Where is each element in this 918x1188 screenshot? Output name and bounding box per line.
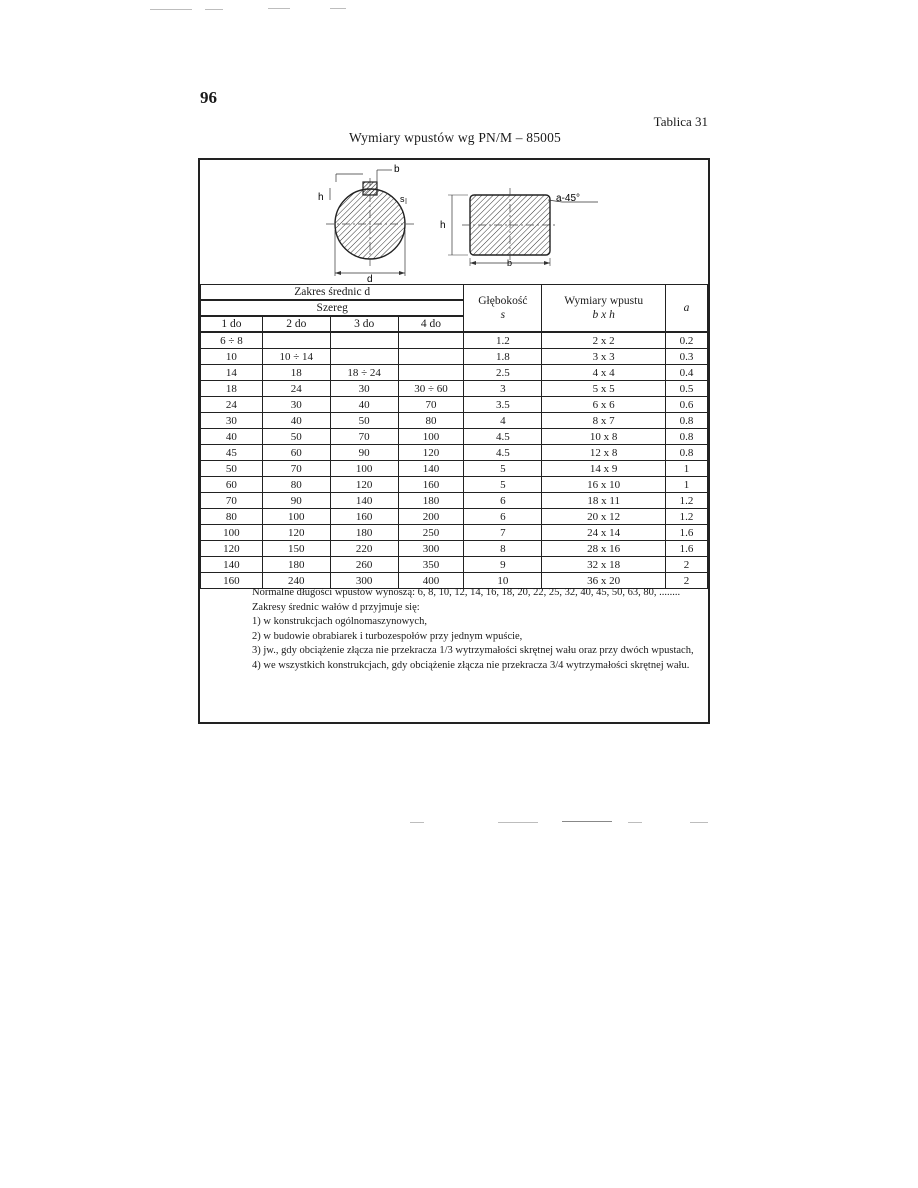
shaft-section [326, 170, 414, 276]
scan-artifact [562, 821, 612, 822]
table-cell: 30 ÷ 60 [398, 381, 464, 397]
table-cell: 120 [330, 477, 398, 493]
table-row [201, 397, 708, 413]
table-cell: 4.5 [464, 445, 542, 461]
table-cell [330, 349, 398, 365]
table-cell: 120 [262, 525, 330, 541]
table-cell [398, 332, 464, 349]
table-cell: 250 [398, 525, 464, 541]
table-cell: 0.8 [666, 413, 708, 429]
header-col-3: 3 do [330, 316, 398, 332]
table-cell: 6 x 6 [542, 397, 666, 413]
table-cell: 5 [464, 477, 542, 493]
note-lengths: Normalne długości wpustów wynoszą: 6, 8, 10, 12, 14, 16, 18, 20, 22, 25, 32, 40, 45, 50, 63, 80, ........ [252, 587, 681, 598]
table-cell: 80 [398, 413, 464, 429]
table-cell [262, 332, 330, 349]
shaft-label-h: h [318, 192, 324, 203]
table-cell: 28 x 16 [542, 541, 666, 557]
table-row [201, 332, 708, 349]
key-label-h: h [440, 220, 446, 231]
shaft-label-d: d [367, 274, 373, 285]
table-cell: 60 [201, 477, 263, 493]
table-cell: 100 [398, 429, 464, 445]
note-list [252, 615, 702, 673]
scan-artifact [498, 822, 538, 823]
table-cell: 40 [330, 397, 398, 413]
header-a [666, 285, 708, 333]
table-cell: 2 [666, 557, 708, 573]
table-title: Wymiary wpustów wg PN/M – 85005 [348, 130, 561, 145]
scan-artifact [150, 9, 192, 10]
shaft-label-s: s [400, 194, 405, 204]
scan-artifact [628, 822, 642, 823]
table-cell: 4 x 4 [542, 365, 666, 381]
scan-artifact [690, 822, 708, 823]
table-cell: 70 [330, 429, 398, 445]
table-cell: 300 [398, 541, 464, 557]
table-cell: 4.5 [464, 429, 542, 445]
table-cell: 18 [262, 365, 330, 381]
table-row [201, 381, 708, 397]
table-cell: 3.5 [464, 397, 542, 413]
header-key-dims-symbol: b x h [592, 309, 615, 321]
table-cell: 50 [330, 413, 398, 429]
keyway-figure [200, 160, 708, 286]
header-a-symbol: a [683, 302, 690, 314]
table-cell: 220 [330, 541, 398, 557]
table-row [201, 493, 708, 509]
table-cell: 14 x 9 [542, 461, 666, 477]
header-depth [464, 285, 542, 333]
table-cell: 140 [398, 461, 464, 477]
table-cell: 180 [330, 525, 398, 541]
table-cell: 60 [262, 445, 330, 461]
table-cell: 0.4 [666, 365, 708, 381]
table-cell: 100 [262, 509, 330, 525]
table-cell: 45 [201, 445, 263, 461]
notes [252, 586, 702, 674]
table-cell: 30 [262, 397, 330, 413]
table-cell: 20 x 12 [542, 509, 666, 525]
table-cell: 24 [201, 397, 263, 413]
table-cell: 160 [201, 573, 263, 589]
table-row [201, 509, 708, 525]
table-cell: 0.8 [666, 429, 708, 445]
table-cell: 50 [262, 429, 330, 445]
note-item: 1) w konstrukcjach ogólnomaszynowych, [252, 616, 427, 628]
header-key-dims [542, 285, 666, 333]
table-cell: 2 [666, 573, 708, 589]
table-cell: 140 [201, 557, 263, 573]
note-intro: Zakresy średnic wałów d przyjmuje się: [252, 601, 420, 613]
table-cell: 40 [201, 429, 263, 445]
note-item: 2) w budowie obrabiarek i turbozespołów przy jednym wpuście, [252, 630, 523, 642]
table-cell: 240 [262, 573, 330, 589]
table-cell: 150 [262, 541, 330, 557]
key-label-chamfer: a-45° [556, 193, 581, 204]
table-cell: 90 [330, 445, 398, 461]
table-cell: 18 [201, 381, 263, 397]
table-cell: 1.6 [666, 525, 708, 541]
table-cell: 32 x 18 [542, 557, 666, 573]
table-cell: 8 x 7 [542, 413, 666, 429]
key-label-b: b [507, 258, 513, 268]
key-dimensions-table [200, 284, 708, 589]
table-cell: 14 [201, 365, 263, 381]
scan-artifact [268, 8, 290, 9]
table-cell: 350 [398, 557, 464, 573]
table-cell: 80 [201, 509, 263, 525]
table-cell: 2.5 [464, 365, 542, 381]
table-cell: 80 [262, 477, 330, 493]
table-row [201, 461, 708, 477]
table-cell: 0.3 [666, 349, 708, 365]
table-cell: 160 [330, 509, 398, 525]
table-cell: 0.6 [666, 397, 708, 413]
table-cell: 160 [398, 477, 464, 493]
table-cell: 6 ÷ 8 [201, 332, 263, 349]
table-cell: 90 [262, 493, 330, 509]
table-cell: 40 [262, 413, 330, 429]
table-cell: 10 ÷ 14 [262, 349, 330, 365]
table-cell: 5 [464, 461, 542, 477]
header-col-1: 1 do [201, 316, 263, 332]
table-cell: 70 [398, 397, 464, 413]
table-cell: 7 [464, 525, 542, 541]
table-cell: 1 [666, 461, 708, 477]
table-cell: 30 [330, 381, 398, 397]
table-cell: 70 [201, 493, 263, 509]
table-cell: 100 [201, 525, 263, 541]
table-cell: 12 x 8 [542, 445, 666, 461]
table-cell: 300 [330, 573, 398, 589]
table-cell: 8 [464, 541, 542, 557]
table-cell: 3 [464, 381, 542, 397]
header-key-dims-label: Wymiary wpustu [564, 295, 644, 307]
shaft-label-b: b [394, 164, 400, 175]
table-label: Tablica 31 [653, 114, 708, 129]
table-cell: 10 x 8 [542, 429, 666, 445]
table-cell: 18 x 11 [542, 493, 666, 509]
table-body [201, 332, 708, 589]
table-row [201, 477, 708, 493]
table-cell: 1.6 [666, 541, 708, 557]
table-row [201, 557, 708, 573]
table-cell: 140 [330, 493, 398, 509]
header-col-2: 2 do [262, 316, 330, 332]
table-cell: 2 x 2 [542, 332, 666, 349]
table-row [201, 445, 708, 461]
page-number: 96 [200, 88, 217, 107]
table-cell: 24 [262, 381, 330, 397]
table-row [201, 349, 708, 365]
table-cell: 0.2 [666, 332, 708, 349]
table-cell: 3 x 3 [542, 349, 666, 365]
table-cell: 180 [398, 493, 464, 509]
table-cell: 70 [262, 461, 330, 477]
table-cell: 1.8 [464, 349, 542, 365]
header-range: Zakres średnic d [201, 285, 464, 301]
scan-artifact [410, 822, 424, 823]
table-cell: 120 [201, 541, 263, 557]
header-col-4: 4 do [398, 316, 464, 332]
table-cell: 10 [201, 349, 263, 365]
table-cell: 5 x 5 [542, 381, 666, 397]
table-cell: 1.2 [666, 493, 708, 509]
header-series: Szereg [201, 300, 464, 316]
table-row [201, 525, 708, 541]
table-cell: 400 [398, 573, 464, 589]
table-cell [398, 349, 464, 365]
table-cell: 36 x 20 [542, 573, 666, 589]
table-cell: 1.2 [666, 509, 708, 525]
table-cell: 6 [464, 509, 542, 525]
table-cell: 18 ÷ 24 [330, 365, 398, 381]
table-cell: 30 [201, 413, 263, 429]
table-cell [330, 332, 398, 349]
table-cell: 100 [330, 461, 398, 477]
scan-artifact [330, 8, 346, 9]
table-row [201, 365, 708, 381]
note-item: 3) jw., gdy obciążenie złącza nie przekracza 1/3 wytrzymałości skrętnej wału oraz przy dwóch wpustach, [252, 645, 694, 657]
table-cell: 200 [398, 509, 464, 525]
table-row [201, 429, 708, 445]
table-cell: 260 [330, 557, 398, 573]
note-item: 4) we wszystkich konstrukcjach, gdy obciążenie złącza nie przekracza 3/4 wytrzymałości skrętnej wału. [252, 659, 690, 671]
table-cell: 180 [262, 557, 330, 573]
table-cell: 1 [666, 477, 708, 493]
table-cell: 24 x 14 [542, 525, 666, 541]
table-cell: 6 [464, 493, 542, 509]
table-cell [398, 365, 464, 381]
table-cell: 0.5 [666, 381, 708, 397]
table-row [201, 413, 708, 429]
table-cell: 16 x 10 [542, 477, 666, 493]
table-frame [198, 158, 710, 724]
table-cell: 120 [398, 445, 464, 461]
table-row [201, 541, 708, 557]
header-depth-symbol: s [500, 309, 506, 321]
header-depth-label: Głębokość [478, 295, 528, 307]
table-cell: 9 [464, 557, 542, 573]
table-cell: 4 [464, 413, 542, 429]
table-cell: 10 [464, 573, 542, 589]
table-cell: 50 [201, 461, 263, 477]
table-cell: 1.2 [464, 332, 542, 349]
table-cell: 0.8 [666, 445, 708, 461]
scan-artifact [205, 9, 223, 10]
